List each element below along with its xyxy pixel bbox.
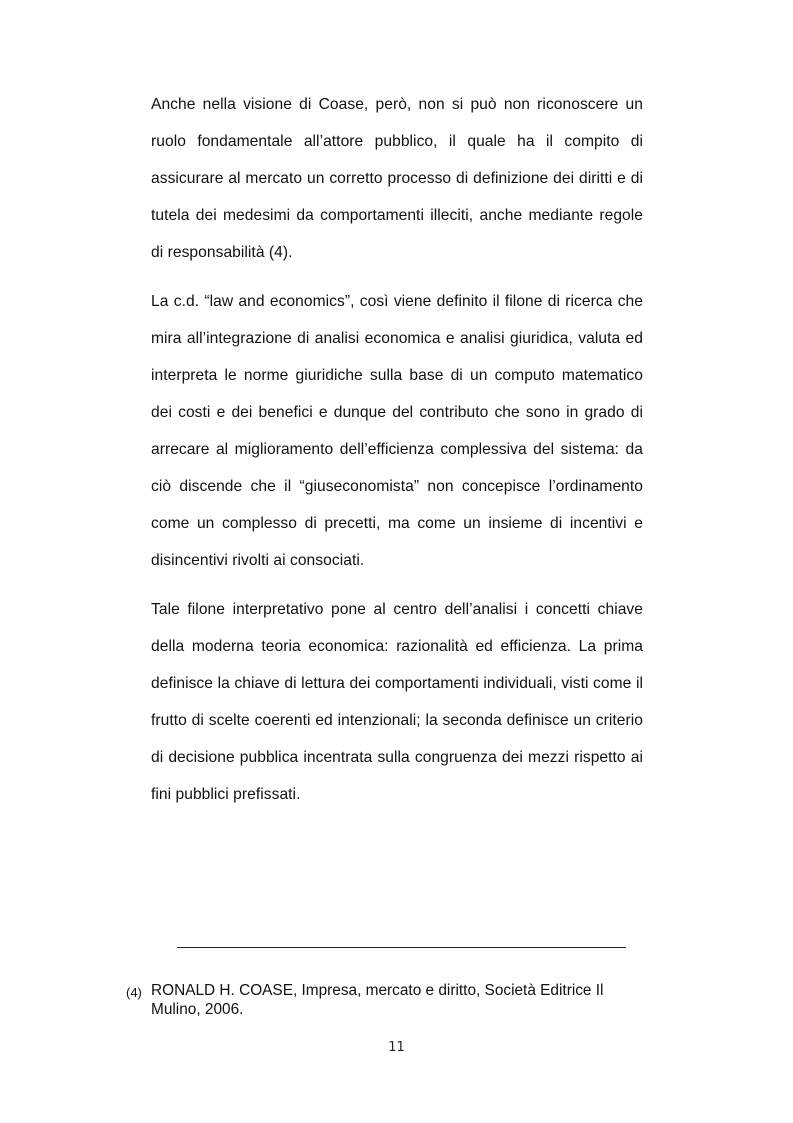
paragraph-2: La c.d. “law and economics”, così viene definito il filone di ricerca che mira all’integrazione di analisi economica e analisi giuridica, valuta ed interpreta le norme giuridiche sulla base di un computo matematico dei costi e dei benefici e dunque del contributo che sono in grado di arrecare al miglioramento dell’efficienza complessiva del sistema: da ciò discende che il “giuseconomista” non concepisce l’ordinamento come un complesso di precetti, ma come un insieme di incentivi e disincentivi rivolti ai consociati. bbox=[151, 293, 643, 569]
footnote-number: (4) bbox=[126, 985, 142, 1000]
footnote-separator bbox=[177, 947, 626, 948]
body-text bbox=[151, 86, 643, 825]
page-number: 11 bbox=[388, 1040, 405, 1055]
footnote bbox=[126, 981, 646, 1019]
paragraph-1: Anche nella visione di Coase, però, non si può non riconoscere un ruolo fondamentale all’attore pubblico, il quale ha il compito di assicurare al mercato un corretto processo di definizione dei diritti e di tutela dei medesimi da comportamenti illeciti, anche mediante regole di responsabilità (4). bbox=[151, 96, 643, 261]
paragraph-3: Tale filone interpretativo pone al centro dell’analisi i concetti chiave della moderna teoria economica: razionalità ed efficienza. La prima definisce la chiave di lettura dei comportamenti individuali, visti come il frutto di scelte coerenti ed intenzionali; la seconda definisce un criterio di decisione pubblica incentrata sulla congruenza dei mezzi rispetto ai fini pubblici prefissati. bbox=[151, 601, 643, 803]
footnote-text: RONALD H. COASE, Impresa, mercato e diritto, Società Editrice Il Mulino, 2006. bbox=[151, 982, 604, 1018]
